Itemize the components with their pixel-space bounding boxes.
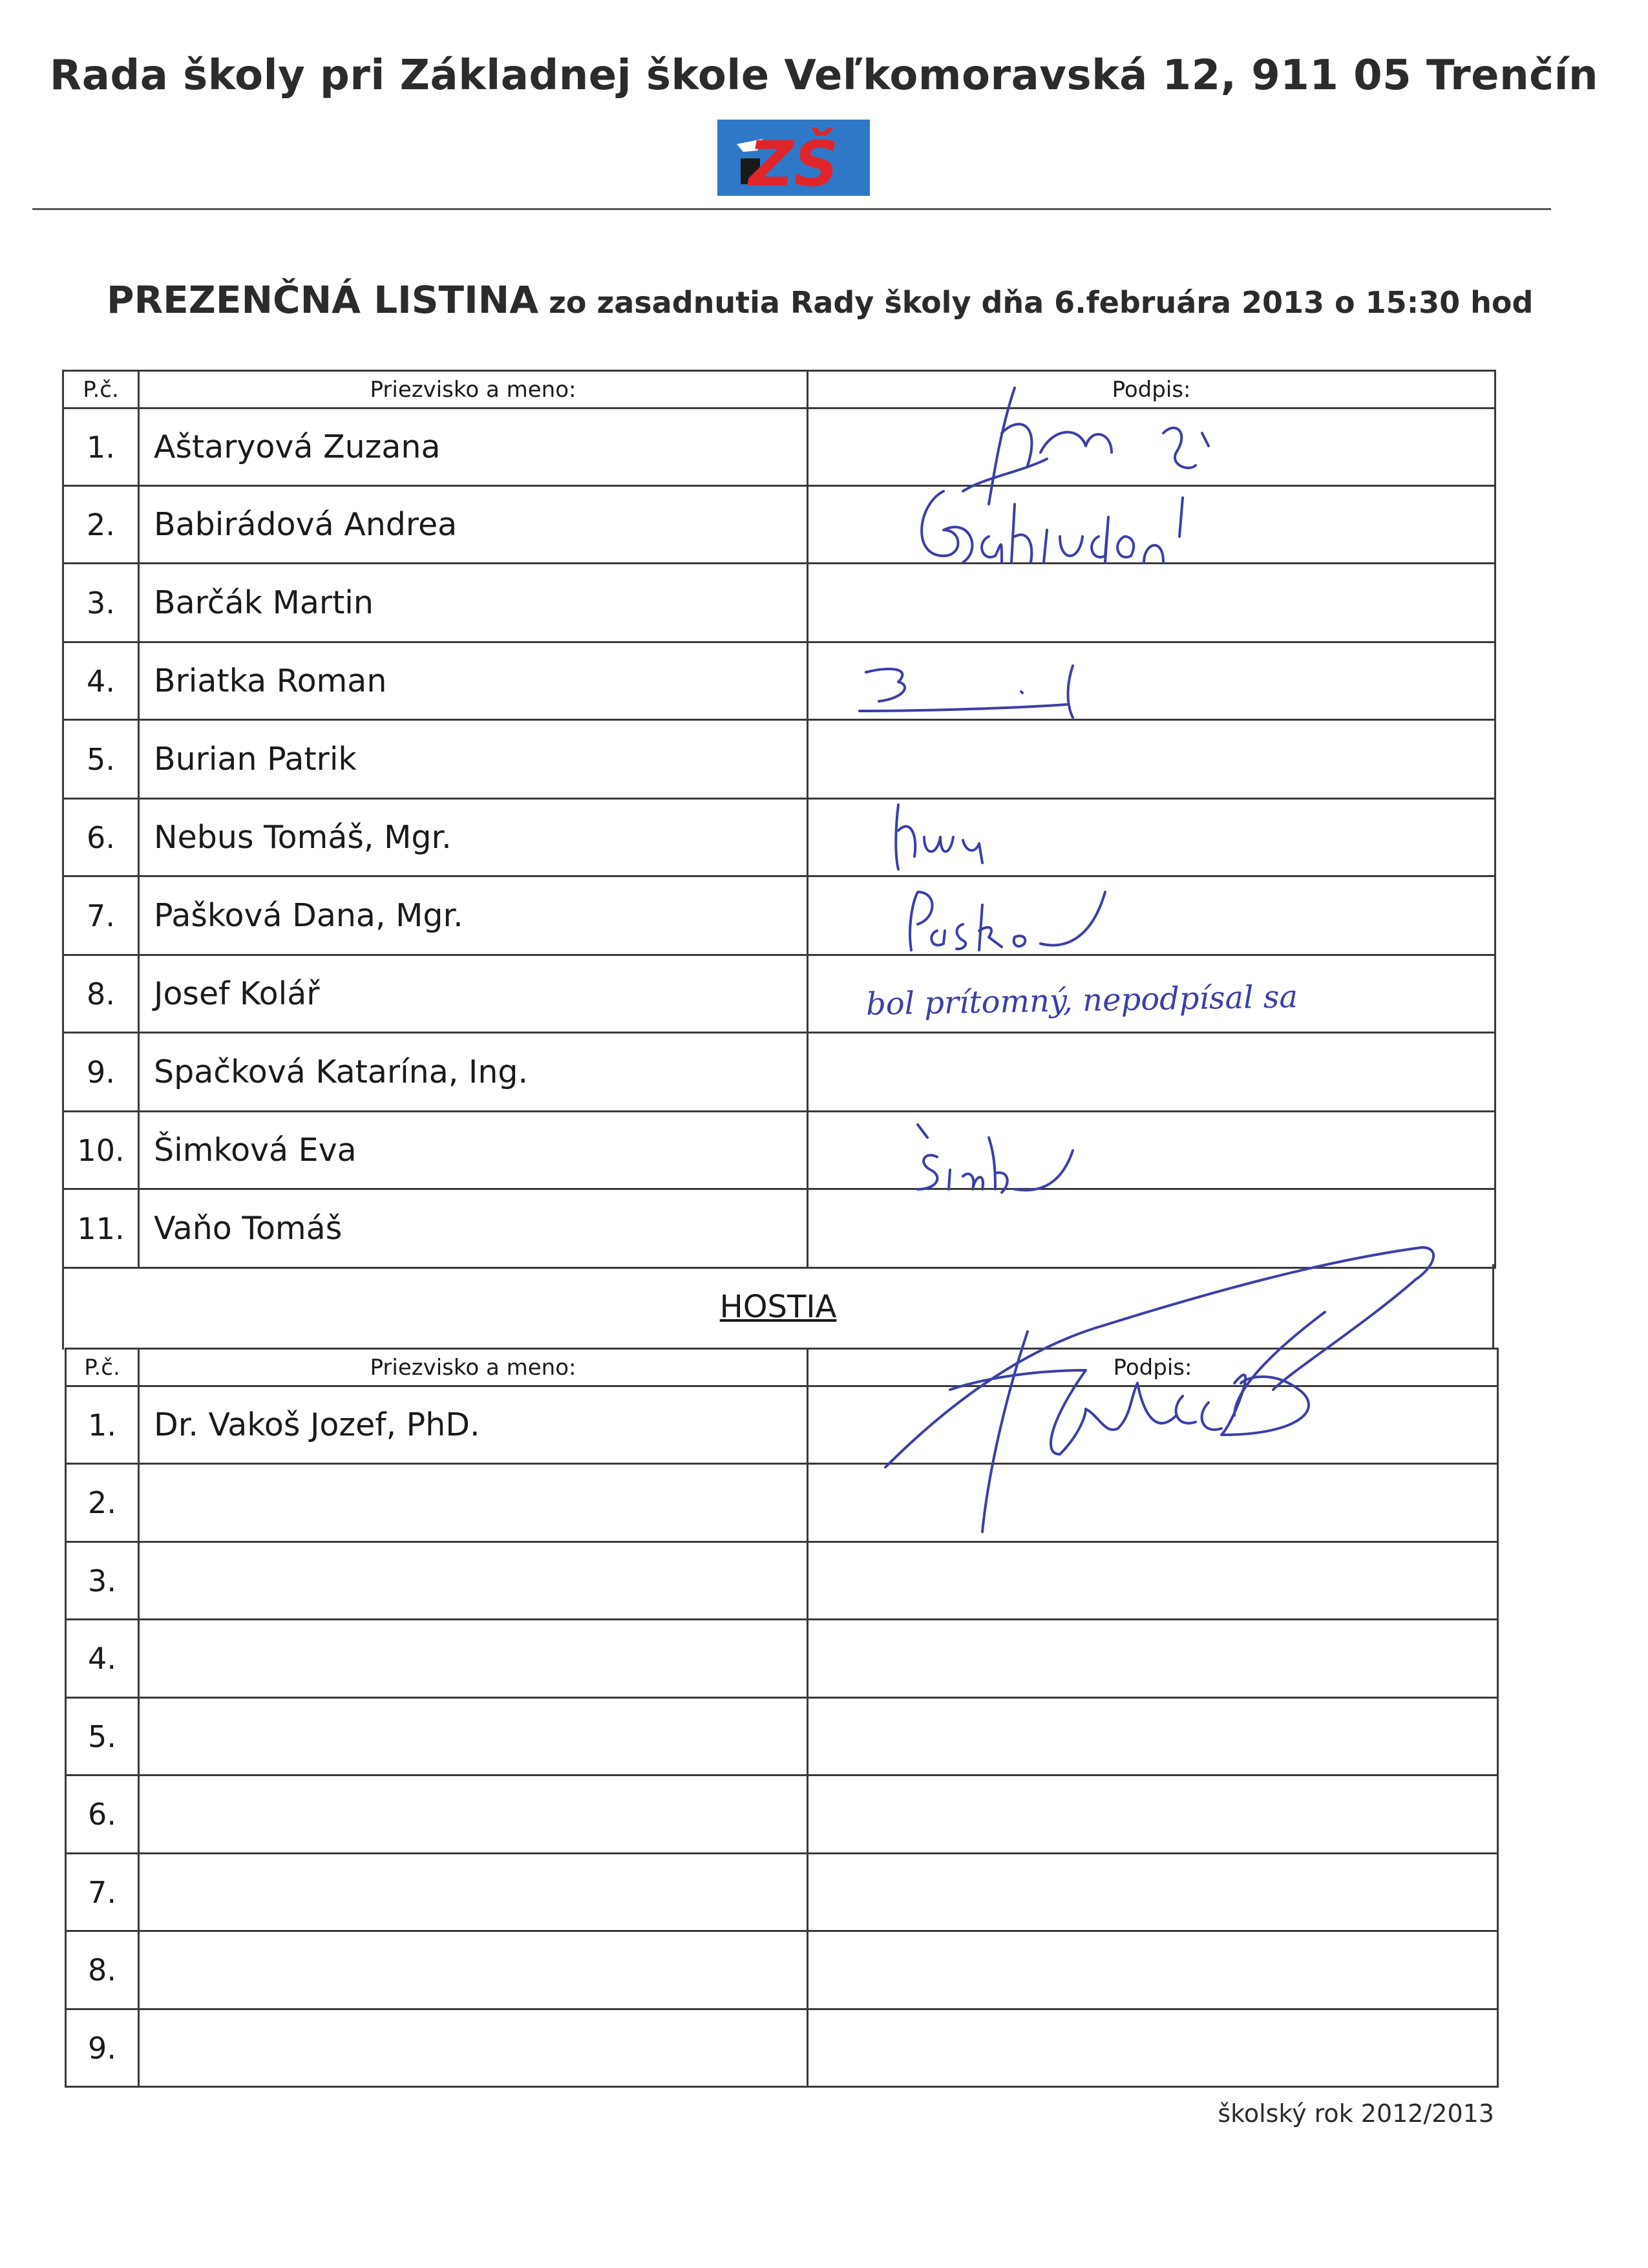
column-header-number: P.č. bbox=[66, 1349, 139, 1386]
guest-row bbox=[66, 1386, 1498, 1464]
member-row bbox=[63, 642, 1495, 720]
row-number: 7. bbox=[66, 1854, 139, 1931]
signature-cell bbox=[808, 1775, 1498, 1854]
row-number: 7. bbox=[63, 876, 139, 955]
member-row bbox=[63, 1112, 1495, 1189]
member-row bbox=[63, 1189, 1495, 1268]
member-row bbox=[63, 486, 1495, 564]
member-row bbox=[63, 876, 1495, 955]
school-logo bbox=[717, 120, 870, 196]
row-number: 4. bbox=[63, 642, 139, 720]
guest-name: Dr. Vakoš Jozef, PhD. bbox=[139, 1386, 808, 1464]
signature-cell bbox=[808, 1620, 1498, 1698]
guests-heading: HOSTIA bbox=[719, 1289, 837, 1325]
handwritten-note: bol prítomný, nepodpísal sa bbox=[865, 979, 1298, 1023]
row-number: 5. bbox=[66, 1698, 139, 1775]
logo-text: ZŠ bbox=[748, 128, 839, 196]
column-header-name: Priezvisko a meno: bbox=[139, 1349, 808, 1386]
member-row bbox=[63, 720, 1495, 799]
row-number: 4. bbox=[66, 1620, 139, 1698]
row-number: 8. bbox=[66, 1931, 139, 2009]
member-row bbox=[63, 408, 1495, 486]
council-header: Rada školy pri Základnej škole Veľkomoravská 12, 911 05 Trenčín bbox=[49, 52, 1599, 100]
member-row bbox=[63, 564, 1495, 642]
row-number: 3. bbox=[66, 1542, 139, 1620]
guest-row bbox=[66, 2009, 1498, 2087]
guest-row bbox=[66, 1698, 1498, 1775]
document-title-main: PREZENČNÁ LISTINA bbox=[107, 278, 539, 322]
column-header-signature: Podpis: bbox=[808, 1349, 1498, 1386]
signature-cell bbox=[808, 1464, 1498, 1542]
column-header-signature: Podpis: bbox=[808, 371, 1495, 408]
row-number: 3. bbox=[63, 564, 139, 642]
signature-cell bbox=[808, 408, 1495, 486]
guests-heading-row bbox=[62, 1264, 1494, 1350]
member-name: Burian Patrik bbox=[139, 720, 808, 799]
row-number: 6. bbox=[66, 1775, 139, 1854]
member-name: Babirádová Andrea bbox=[139, 486, 808, 564]
guest-name bbox=[139, 1775, 808, 1854]
header-divider bbox=[32, 208, 1551, 210]
row-number: 2. bbox=[63, 486, 139, 564]
signature-cell bbox=[808, 720, 1495, 799]
signature-cell bbox=[808, 799, 1495, 876]
member-name: Briatka Roman bbox=[139, 642, 808, 720]
signature-cell bbox=[808, 1854, 1498, 1931]
guest-row bbox=[66, 1775, 1498, 1854]
signature-cell bbox=[808, 876, 1495, 955]
member-name: Barčák Martin bbox=[139, 564, 808, 642]
guest-row bbox=[66, 1854, 1498, 1931]
document-title bbox=[107, 278, 1533, 322]
signature-cell bbox=[808, 1386, 1498, 1464]
school-year: školský rok 2012/2013 bbox=[1218, 2099, 1494, 2128]
guest-name bbox=[139, 1854, 808, 1931]
member-name: Josef Kolář bbox=[139, 955, 808, 1033]
row-number: 8. bbox=[63, 955, 139, 1033]
signature-cell bbox=[808, 642, 1495, 720]
guest-row bbox=[66, 1620, 1498, 1698]
member-name: Pašková Dana, Mgr. bbox=[139, 876, 808, 955]
member-name: Vaňo Tomáš bbox=[139, 1189, 808, 1268]
guest-name bbox=[139, 1620, 808, 1698]
column-header-name: Priezvisko a meno: bbox=[139, 371, 808, 408]
row-number: 1. bbox=[66, 1386, 139, 1464]
signature-cell bbox=[808, 486, 1495, 564]
row-number: 6. bbox=[63, 799, 139, 876]
member-name: Aštaryová Zuzana bbox=[139, 408, 808, 486]
signature-cell bbox=[808, 1931, 1498, 2009]
guest-row bbox=[66, 1542, 1498, 1620]
guest-name bbox=[139, 1698, 808, 1775]
guests-header-row bbox=[66, 1349, 1498, 1386]
guest-name bbox=[139, 2009, 808, 2087]
guest-name bbox=[139, 1464, 808, 1542]
member-name: Šimková Eva bbox=[139, 1112, 808, 1189]
guest-name bbox=[139, 1542, 808, 1620]
signature-cell bbox=[808, 1698, 1498, 1775]
column-header-number: P.č. bbox=[63, 371, 139, 408]
member-row bbox=[63, 1033, 1495, 1112]
members-table bbox=[62, 370, 1496, 1269]
row-number: 1. bbox=[63, 408, 139, 486]
member-row bbox=[63, 799, 1495, 876]
guest-row bbox=[66, 1931, 1498, 2009]
signature-cell bbox=[808, 1033, 1495, 1112]
row-number: 5. bbox=[63, 720, 139, 799]
members-header-row bbox=[63, 371, 1495, 408]
row-number: 2. bbox=[66, 1464, 139, 1542]
guests-table bbox=[65, 1348, 1499, 2088]
signature-cell bbox=[808, 1542, 1498, 1620]
row-number: 9. bbox=[63, 1033, 139, 1112]
signature-cell bbox=[808, 564, 1495, 642]
member-name: Nebus Tomáš, Mgr. bbox=[139, 799, 808, 876]
document-title-sub: zo zasadnutia Rady školy dňa 6.februára 2013 o 15:30 hod bbox=[538, 285, 1534, 320]
signature-cell bbox=[808, 2009, 1498, 2087]
row-number: 9. bbox=[66, 2009, 139, 2087]
guest-row bbox=[66, 1464, 1498, 1542]
signature-cell bbox=[808, 1189, 1495, 1268]
guest-name bbox=[139, 1931, 808, 2009]
row-number: 10. bbox=[63, 1112, 139, 1189]
signature-cell bbox=[808, 1112, 1495, 1189]
row-number: 11. bbox=[63, 1189, 139, 1268]
member-name: Spačková Katarína, Ing. bbox=[139, 1033, 808, 1112]
